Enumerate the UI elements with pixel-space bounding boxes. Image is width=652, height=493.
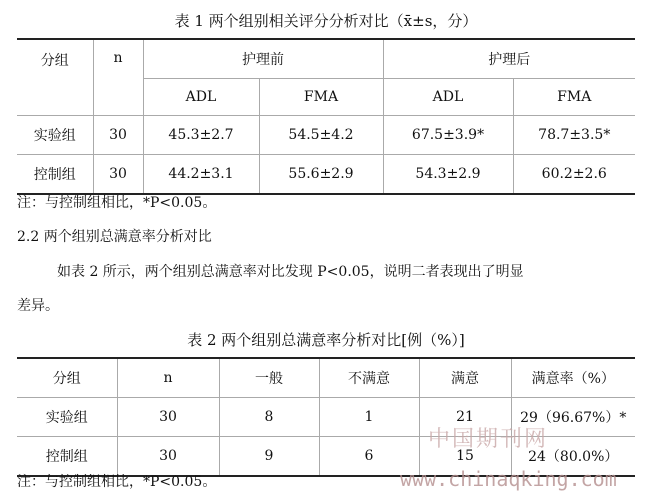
t2-cell: 29（96.67%）*	[511, 398, 635, 437]
t1-cell: 67.5±3.9*	[383, 116, 513, 155]
t1-cell: 30	[93, 116, 143, 155]
table-header-row	[17, 358, 635, 398]
t2-cell: 6	[319, 437, 419, 477]
table2-caption: 表 2 两个组别总满意率分析对比[例（%）]	[187, 331, 465, 349]
t1-cell: 55.6±2.9	[259, 155, 383, 195]
t2-header: 不满意	[319, 358, 419, 398]
t2-cell: 15	[419, 437, 511, 477]
table1-note: 注：与控制组相比，*P<0.05。	[17, 195, 217, 211]
t2-header: n	[117, 358, 219, 398]
t2-cell: 30	[117, 437, 219, 477]
table2	[17, 357, 635, 477]
t2-header: 分组	[17, 358, 117, 398]
table-row	[17, 155, 635, 195]
t2-cell: 实验组	[17, 398, 117, 437]
t2-cell: 30	[117, 398, 219, 437]
t1-cell: 实验组	[17, 116, 93, 155]
t1-header-group: 分组	[17, 39, 93, 116]
t1-cell: 60.2±2.6	[541, 166, 607, 182]
t1-header-before: 护理前	[143, 39, 383, 79]
t1-cell: 30	[93, 155, 143, 195]
t2-cell: 1	[319, 398, 419, 437]
t1-header-fma-before: FMA	[259, 79, 383, 116]
table2-note: 注：与控制组相比，*P<0.05。	[17, 474, 217, 490]
t1-header-n: n	[93, 39, 143, 116]
t1-cell: 控制组	[17, 155, 93, 195]
t1-cell: 54.3±2.9	[383, 155, 513, 195]
t2-header: 一般	[219, 358, 319, 398]
t2-cell: 24（80.0%）	[528, 449, 619, 465]
section-heading: 2.2 两个组别总满意率分析对比	[17, 229, 212, 245]
table-row	[17, 116, 635, 155]
t2-cell: 9	[219, 437, 319, 477]
watermark-url: www.chinaqking.com	[400, 467, 617, 491]
watermark-cn: 中国期刊网	[428, 427, 549, 452]
t1-cell: 44.2±3.1	[143, 155, 259, 195]
t2-cell: 控制组	[17, 437, 117, 477]
t1-header-adl-after: ADL	[383, 79, 513, 116]
t1-cell: 78.7±3.5*	[513, 116, 635, 155]
t2-cell: 21	[419, 398, 511, 437]
t2-cell: 8	[219, 398, 319, 437]
t2-header: 满意	[419, 358, 511, 398]
t1-cell: 54.5±4.2	[259, 116, 383, 155]
paragraph-line-1: 如表 2 所示，两个组别总满意率对比发现 P<0.05，说明二者表现出了明显	[57, 264, 524, 280]
t1-cell: 45.3±2.7	[143, 116, 259, 155]
t1-header-fma-after: FMA	[513, 79, 635, 116]
t1-header-adl-before: ADL	[143, 79, 259, 116]
table1	[17, 38, 635, 195]
t2-header: 满意率（%）	[511, 358, 635, 398]
paragraph-line-2: 差异。	[17, 298, 59, 314]
table1-caption: 表 1 两个组别相关评分分析对比（x̄±s，分）	[174, 12, 478, 30]
t1-header-after: 护理后	[383, 39, 635, 79]
